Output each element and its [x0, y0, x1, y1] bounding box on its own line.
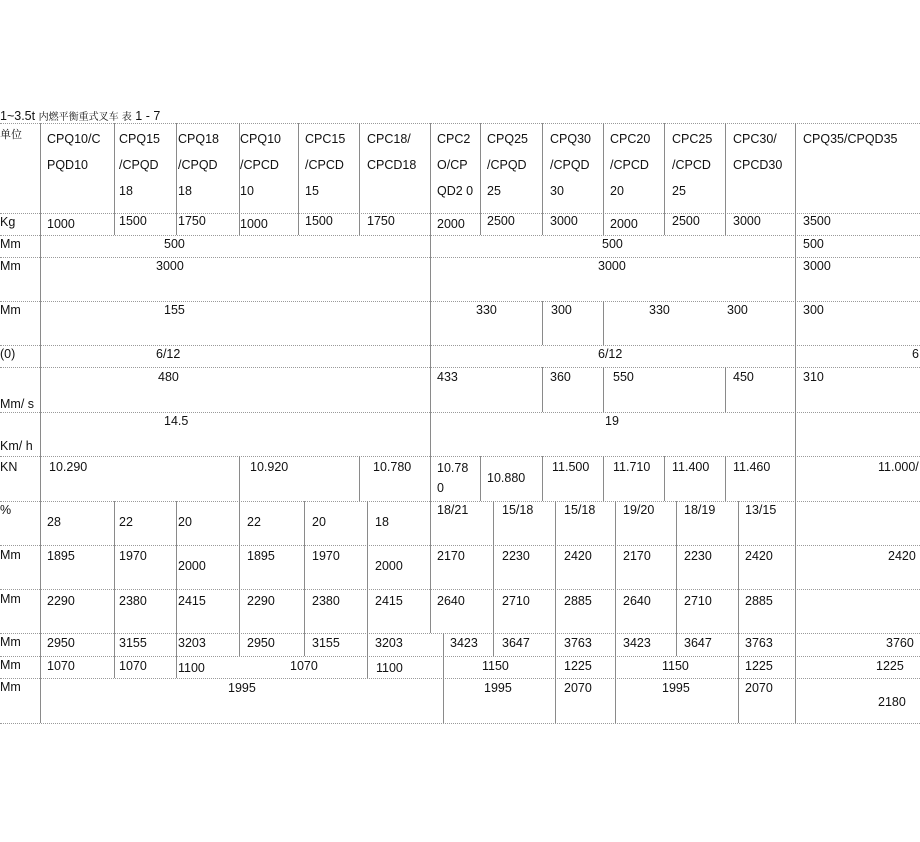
row-divider — [0, 456, 920, 457]
table-cell-value: 2000 — [375, 559, 403, 573]
column-divider — [430, 235, 431, 257]
unit-label: Mm — [0, 259, 21, 273]
table-cell-value: 2290 — [47, 594, 75, 608]
table-cell-value: 18 — [375, 515, 389, 529]
model-header: CPQ15 /CPQD 18 — [119, 132, 160, 198]
table-cell-value: 11.710 — [613, 460, 651, 474]
column-divider — [40, 456, 41, 501]
row-divider — [0, 235, 920, 236]
column-divider — [430, 456, 431, 501]
table-cell-value: 330 — [649, 303, 670, 317]
table-cell-value: 1150 — [482, 659, 509, 673]
column-divider — [367, 633, 368, 656]
table-cell-value: 19/20 — [623, 503, 655, 517]
unit-label: Mm — [0, 658, 21, 672]
column-divider — [367, 545, 368, 589]
column-divider — [795, 345, 796, 367]
column-divider — [555, 545, 556, 589]
column-divider — [430, 345, 431, 367]
table-cell-value: 1225 — [745, 659, 773, 673]
column-divider — [676, 545, 677, 589]
table-cell-value: 1500 — [305, 214, 333, 228]
table-cell-value: 2415 — [178, 594, 206, 608]
table-cell-value: 2640 — [437, 594, 465, 608]
table-cell-value: 2885 — [745, 594, 773, 608]
unit-label: Mm — [0, 592, 21, 606]
model-header: CPQ10 /CPCD 10 — [240, 132, 281, 198]
table-cell-value: 22 — [247, 515, 261, 529]
column-divider — [603, 367, 604, 412]
table-cell-value: 3203 — [375, 636, 403, 650]
column-divider — [114, 633, 115, 656]
table-cell-value: 3000 — [733, 214, 761, 228]
column-divider — [725, 456, 726, 501]
column-divider — [738, 656, 739, 678]
column-divider — [40, 501, 41, 545]
column-divider — [114, 589, 115, 633]
table-cell-value: 3423 — [623, 636, 651, 650]
row-divider — [0, 501, 920, 502]
table-cell-value: 11.000/ — [878, 460, 919, 474]
column-divider — [176, 545, 177, 589]
table-cell-value: 2420 — [888, 549, 916, 563]
table-cell-value: 10.290 — [49, 460, 88, 474]
table-cell-value: 2380 — [312, 594, 340, 608]
table-cell-value: 2170 — [437, 549, 465, 563]
column-divider — [795, 367, 796, 412]
column-divider — [615, 633, 616, 656]
table-cell-value: 300 — [803, 303, 824, 317]
table-cell-value: 2230 — [502, 549, 530, 563]
table-cell-value: 330 — [476, 303, 497, 317]
model-header: CPQ35/CPQD35 — [803, 132, 898, 146]
column-divider — [664, 456, 665, 501]
table-cell-value: 2885 — [564, 594, 592, 608]
column-divider — [555, 678, 556, 723]
unit-label: % — [0, 503, 12, 517]
table-cell-value: 360 — [550, 370, 571, 384]
column-divider — [555, 589, 556, 633]
table-cell-value: 22 — [119, 515, 133, 529]
column-divider — [676, 501, 677, 545]
table-cell-value: 2000 — [178, 559, 206, 573]
table-caption — [0, 108, 160, 123]
column-divider — [176, 501, 177, 545]
table-cell-value: 10.78 0 — [437, 461, 469, 495]
table-cell-value: 2420 — [564, 549, 592, 563]
column-divider — [304, 501, 305, 545]
column-divider — [795, 545, 796, 589]
column-divider — [615, 656, 616, 678]
row-divider — [0, 678, 920, 679]
table-cell-value: 2170 — [623, 549, 651, 563]
table-cell-value: 1225 — [564, 659, 592, 673]
table-cell-value: 300 — [727, 303, 748, 317]
column-divider — [480, 123, 481, 213]
table-cell-value: 2070 — [564, 681, 592, 695]
column-divider — [430, 213, 431, 235]
table-cell-value: 11.460 — [733, 460, 771, 474]
caption-table-number: 1 - 7 — [135, 109, 161, 123]
table-cell-value: 2290 — [247, 594, 275, 608]
row-divider — [0, 545, 920, 546]
column-divider — [359, 456, 360, 501]
table-cell-value: 3647 — [502, 636, 530, 650]
column-divider — [542, 367, 543, 412]
table-cell-value: 2380 — [119, 594, 147, 608]
unit-label: Mm — [0, 303, 21, 317]
table-cell-value: 28 — [47, 515, 61, 529]
row-divider — [0, 589, 920, 590]
table-cell-value: 11.500 — [552, 460, 590, 474]
row-divider — [0, 301, 920, 302]
table-cell-value: 1070 — [290, 659, 318, 673]
column-divider — [40, 589, 41, 633]
table-cell-value: 3763 — [564, 636, 592, 650]
table-cell-value: 1995 — [662, 681, 690, 695]
column-divider — [443, 678, 444, 723]
column-divider — [359, 123, 360, 213]
table-cell-value: 10.780 — [373, 460, 412, 474]
table-cell-value: 2000 — [437, 217, 465, 231]
column-divider — [615, 545, 616, 589]
table-cell-value: 1500 — [119, 214, 147, 228]
model-header: CPQ25 /CPQD 25 — [487, 132, 528, 198]
model-header: CPQ18 /CPQD 18 — [178, 132, 219, 198]
table-cell-value: 3760 — [886, 636, 914, 650]
table-cell-value: 6 — [912, 347, 919, 361]
column-divider — [795, 501, 796, 545]
table-cell-value: 480 — [158, 370, 179, 384]
column-divider — [443, 656, 444, 678]
table-cell-value: 1000 — [240, 217, 268, 231]
table-cell-value: 155 — [164, 303, 185, 317]
column-divider — [40, 367, 41, 412]
table-cell-value: 1100 — [178, 661, 205, 675]
column-divider — [795, 456, 796, 501]
table-cell-value: 2230 — [684, 549, 712, 563]
column-divider — [795, 412, 796, 456]
column-divider — [795, 301, 796, 345]
column-divider — [40, 545, 41, 589]
column-divider — [493, 589, 494, 633]
table-cell-value: 2420 — [745, 549, 773, 563]
column-divider — [40, 656, 41, 678]
table-cell-value: 3000 — [598, 259, 626, 273]
table-cell-value: 1070 — [119, 659, 147, 673]
column-divider — [114, 213, 115, 235]
table-cell-value: 1895 — [47, 549, 75, 563]
row-divider — [0, 257, 920, 258]
unit-label: Kg — [0, 215, 16, 229]
table-cell-value: 13/15 — [745, 503, 777, 517]
column-divider — [176, 589, 177, 633]
table-cell-value: 3155 — [119, 636, 147, 650]
column-divider — [493, 501, 494, 545]
column-divider — [40, 412, 41, 456]
column-divider — [615, 501, 616, 545]
column-divider — [40, 235, 41, 257]
column-divider — [430, 412, 431, 456]
column-divider — [493, 545, 494, 589]
column-divider — [304, 589, 305, 633]
table-cell-value: 6/12 — [598, 347, 623, 361]
column-divider — [542, 456, 543, 501]
column-divider — [480, 213, 481, 235]
column-divider — [738, 545, 739, 589]
column-divider — [40, 123, 41, 213]
table-cell-value: 3000 — [550, 214, 578, 228]
table-cell-value: 10.920 — [250, 460, 289, 474]
table-cell-value: 450 — [733, 370, 754, 384]
column-divider — [239, 589, 240, 633]
column-divider — [176, 123, 177, 213]
column-divider — [359, 213, 360, 235]
column-divider — [114, 123, 115, 213]
table-cell-value: 433 — [437, 370, 458, 384]
column-divider — [40, 301, 41, 345]
row-divider — [0, 723, 920, 724]
column-divider — [603, 456, 604, 501]
table-cell-value: 3763 — [745, 636, 773, 650]
table-cell-value: 2640 — [623, 594, 651, 608]
column-divider — [430, 545, 431, 589]
row-divider — [0, 367, 920, 368]
table-cell-value: 1225 — [876, 659, 904, 673]
table-cell-value: 1070 — [47, 659, 75, 673]
model-header: CPQ30 /CPQD 30 — [550, 132, 591, 198]
unit-label: Mm — [0, 635, 21, 649]
table-cell-value: 19 — [605, 414, 619, 428]
column-divider — [725, 123, 726, 213]
table-cell-value: 18/19 — [684, 503, 716, 517]
table-cell-value: 3000 — [803, 259, 831, 273]
unit-label: Mm — [0, 680, 21, 694]
column-divider — [795, 213, 796, 235]
column-divider — [542, 301, 543, 345]
table-cell-value: 3647 — [684, 636, 712, 650]
table-cell-value: 1100 — [376, 661, 403, 675]
column-divider — [239, 456, 240, 501]
column-divider — [298, 123, 299, 213]
table-cell-value: 14.5 — [164, 414, 189, 428]
column-divider — [40, 213, 41, 235]
column-divider — [795, 235, 796, 257]
column-divider — [304, 633, 305, 656]
table-cell-value: 2070 — [745, 681, 773, 695]
table-cell-value: 3423 — [450, 636, 478, 650]
table-cell-value: 2180 — [878, 695, 906, 709]
table-cell-value: 1750 — [178, 214, 206, 228]
column-divider — [114, 545, 115, 589]
column-divider — [738, 633, 739, 656]
table-cell-value: 300 — [551, 303, 572, 317]
column-divider — [239, 545, 240, 589]
model-header: CPC18/ CPCD18 — [367, 132, 417, 172]
table-cell-value: 500 — [803, 237, 824, 251]
column-divider — [239, 501, 240, 545]
column-divider — [176, 213, 177, 235]
column-divider — [493, 633, 494, 656]
column-divider — [542, 123, 543, 213]
caption-title: 内燃平衡重式叉车 表 — [38, 112, 132, 123]
column-divider — [676, 633, 677, 656]
column-divider — [542, 213, 543, 235]
column-divider — [430, 301, 431, 345]
column-divider — [738, 501, 739, 545]
column-divider — [795, 678, 796, 723]
column-divider — [40, 257, 41, 301]
table-cell-value: 2710 — [502, 594, 530, 608]
table-cell-value: 2500 — [487, 214, 515, 228]
column-divider — [480, 456, 481, 501]
table-cell-value: 3500 — [803, 214, 831, 228]
column-divider — [430, 123, 431, 213]
caption-range: 1~3.5t — [0, 109, 36, 123]
column-divider — [555, 633, 556, 656]
column-divider — [555, 501, 556, 545]
row-divider — [0, 656, 920, 657]
column-divider — [603, 213, 604, 235]
table-cell-value: 500 — [164, 237, 185, 251]
column-divider — [725, 213, 726, 235]
column-divider — [603, 301, 604, 345]
table-cell-value: 1995 — [228, 681, 256, 695]
column-divider — [664, 213, 665, 235]
unit-label: (0) — [0, 347, 16, 361]
column-divider — [443, 633, 444, 656]
table-cell-value: 1895 — [247, 549, 275, 563]
unit-label: KN — [0, 460, 18, 474]
table-cell-value: 3155 — [312, 636, 340, 650]
table-cell-value: 20 — [312, 515, 326, 529]
column-divider — [114, 501, 115, 545]
table-cell-value: 2000 — [610, 217, 638, 231]
column-divider — [738, 589, 739, 633]
table-cell-value: 11.400 — [672, 460, 710, 474]
table-cell-value: 3203 — [178, 636, 206, 650]
column-divider — [304, 545, 305, 589]
column-divider — [795, 633, 796, 656]
column-divider — [176, 656, 177, 678]
column-divider — [615, 589, 616, 633]
column-divider — [114, 656, 115, 678]
row-divider — [0, 345, 920, 346]
table-cell-value: 10.880 — [487, 471, 526, 485]
column-divider — [795, 123, 796, 213]
column-divider — [555, 656, 556, 678]
column-divider — [430, 501, 431, 545]
model-header: CPQ10/C PQD10 — [47, 132, 101, 172]
table-cell-value: 2710 — [684, 594, 712, 608]
model-header: CPC15 /CPCD 15 — [305, 132, 346, 198]
row-divider — [0, 633, 920, 634]
column-divider — [676, 589, 677, 633]
table-cell-value: 1000 — [47, 217, 75, 231]
unit-label: Mm — [0, 548, 21, 562]
table-cell-value: 15/18 — [564, 503, 596, 517]
column-divider — [40, 633, 41, 656]
table-cell-value: 310 — [803, 370, 824, 384]
unit-column-header: 单位 — [0, 128, 22, 141]
table-cell-value: 1750 — [367, 214, 395, 228]
column-divider — [795, 257, 796, 301]
unit-label: Km/ h — [0, 439, 33, 453]
model-header: CPC2 O/CP QD2 0 — [437, 132, 474, 198]
column-divider — [795, 656, 796, 678]
row-divider — [0, 412, 920, 413]
row-divider — [0, 123, 920, 124]
column-divider — [298, 213, 299, 235]
table-cell-value: 2500 — [672, 214, 700, 228]
table-cell-value: 15/18 — [502, 503, 534, 517]
table-cell-value: 1970 — [312, 549, 340, 563]
model-header: CPC20 /CPCD 20 — [610, 132, 651, 198]
column-divider — [40, 345, 41, 367]
table-cell-value: 1970 — [119, 549, 147, 563]
table-cell-value: 6/12 — [156, 347, 181, 361]
table-cell-value: 1150 — [662, 659, 689, 673]
table-cell-value: 2415 — [375, 594, 403, 608]
model-header: CPC30/ CPCD30 — [733, 132, 783, 172]
column-divider — [367, 501, 368, 545]
column-divider — [239, 633, 240, 656]
column-divider — [430, 367, 431, 412]
column-divider — [795, 589, 796, 633]
table-cell-value: 2950 — [247, 636, 275, 650]
column-divider — [367, 589, 368, 633]
unit-label: Mm — [0, 237, 21, 251]
table-cell-value: 550 — [613, 370, 634, 384]
column-divider — [738, 678, 739, 723]
column-divider — [40, 678, 41, 723]
column-divider — [725, 367, 726, 412]
model-header: CPC25 /CPCD 25 — [672, 132, 713, 198]
unit-label: Mm/ s — [0, 397, 35, 411]
column-divider — [430, 589, 431, 633]
table-cell-value: 18/21 — [437, 503, 469, 517]
column-divider — [367, 656, 368, 678]
column-divider — [176, 633, 177, 656]
table-cell-value: 3000 — [156, 259, 184, 273]
column-divider — [664, 123, 665, 213]
table-cell-value: 1995 — [484, 681, 512, 695]
column-divider — [615, 678, 616, 723]
table-cell-value: 500 — [602, 237, 623, 251]
table-cell-value: 2950 — [47, 636, 75, 650]
column-divider — [603, 123, 604, 213]
column-divider — [430, 257, 431, 301]
table-cell-value: 20 — [178, 515, 192, 529]
